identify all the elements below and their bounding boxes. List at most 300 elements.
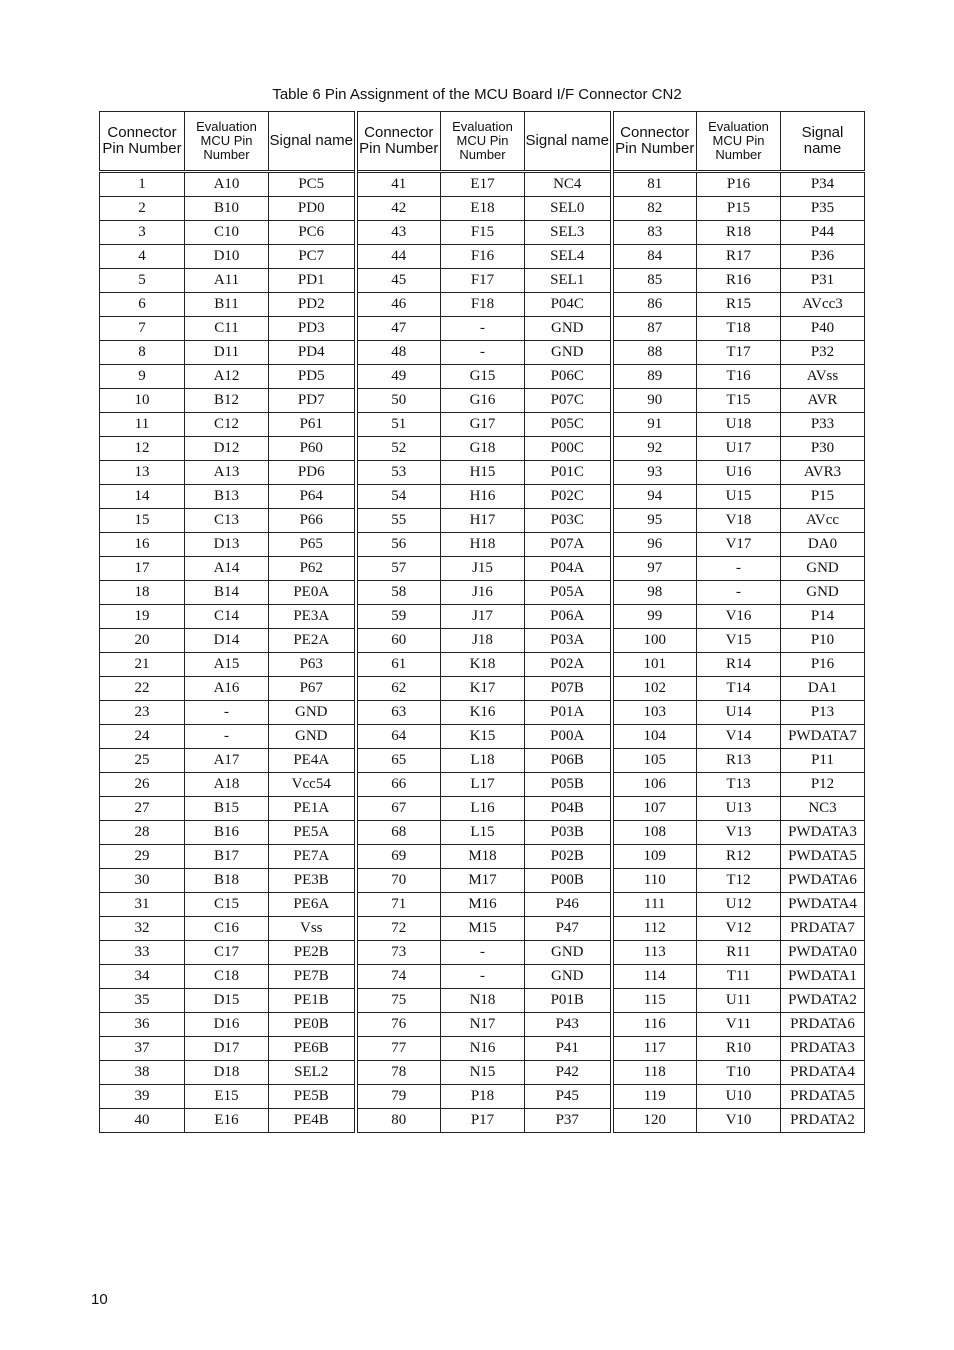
connector-pin-cell: 18 [100,581,185,605]
mcu-pin-cell: C11 [185,317,269,341]
mcu-pin-cell: B18 [185,869,269,893]
signal-name-cell: SEL1 [525,269,612,293]
mcu-pin-cell: T15 [697,389,781,413]
mcu-pin-cell: P18 [441,1085,525,1109]
mcu-pin-cell: V11 [697,1013,781,1037]
mcu-pin-cell: E17 [441,172,525,197]
connector-pin-cell: 38 [100,1061,185,1085]
mcu-pin-cell: H15 [441,461,525,485]
table-row [100,941,865,965]
mcu-pin-cell: F18 [441,293,525,317]
connector-pin-cell: 21 [100,653,185,677]
mcu-pin-cell: P15 [697,197,781,221]
signal-name-cell: P06B [525,749,612,773]
connector-pin-cell: 93 [612,461,697,485]
signal-name-cell: PC6 [269,221,356,245]
connector-pin-cell: 83 [612,221,697,245]
signal-name-cell: P01C [525,461,612,485]
mcu-pin-cell: B13 [185,485,269,509]
mcu-pin-cell: V17 [697,533,781,557]
connector-pin-cell: 56 [356,533,441,557]
signal-name-cell: P07C [525,389,612,413]
mcu-pin-cell: C10 [185,221,269,245]
connector-pin-cell: 109 [612,845,697,869]
signal-name-cell: PD6 [269,461,356,485]
connector-pin-cell: 48 [356,341,441,365]
mcu-pin-cell: C16 [185,917,269,941]
table-row [100,725,865,749]
signal-name-cell: P12 [781,773,865,797]
signal-name-cell: P42 [525,1061,612,1085]
connector-pin-cell: 71 [356,893,441,917]
connector-pin-cell: 9 [100,365,185,389]
signal-name-cell: P00C [525,437,612,461]
signal-name-cell: Vss [269,917,356,941]
connector-pin-cell: 102 [612,677,697,701]
signal-name-cell: PWDATA3 [781,821,865,845]
mcu-pin-cell: G18 [441,437,525,461]
signal-name-cell: PE1B [269,989,356,1013]
connector-pin-cell: 108 [612,821,697,845]
connector-pin-cell: 35 [100,989,185,1013]
mcu-pin-cell: G16 [441,389,525,413]
signal-name-cell: PRDATA7 [781,917,865,941]
connector-pin-cell: 96 [612,533,697,557]
signal-name-cell: PD7 [269,389,356,413]
signal-name-cell: P16 [781,653,865,677]
table-row [100,245,865,269]
signal-name-cell: GND [525,941,612,965]
mcu-pin-cell: E16 [185,1109,269,1133]
signal-name-cell: GND [781,581,865,605]
table-row [100,845,865,869]
header-signal-name: Signal name [525,112,612,172]
signal-name-cell: P07A [525,533,612,557]
mcu-pin-cell: L15 [441,821,525,845]
signal-name-cell: P00A [525,725,612,749]
table-row [100,293,865,317]
signal-name-cell: P01B [525,989,612,1013]
mcu-pin-cell: H18 [441,533,525,557]
signal-name-cell: P61 [269,413,356,437]
mcu-pin-cell: M17 [441,869,525,893]
signal-name-cell: AVcc3 [781,293,865,317]
signal-name-cell: P31 [781,269,865,293]
signal-name-cell: P04A [525,557,612,581]
connector-pin-cell: 91 [612,413,697,437]
mcu-pin-cell: K16 [441,701,525,725]
signal-name-cell: PE5A [269,821,356,845]
mcu-pin-cell: P17 [441,1109,525,1133]
signal-name-cell: AVR [781,389,865,413]
mcu-pin-cell: U14 [697,701,781,725]
connector-pin-cell: 33 [100,941,185,965]
table-row [100,869,865,893]
table-row [100,365,865,389]
signal-name-cell: P45 [525,1085,612,1109]
connector-pin-cell: 90 [612,389,697,413]
mcu-pin-cell: N16 [441,1037,525,1061]
table-row [100,701,865,725]
mcu-pin-cell: D13 [185,533,269,557]
mcu-pin-cell: - [185,725,269,749]
signal-name-cell: P05C [525,413,612,437]
connector-pin-cell: 39 [100,1085,185,1109]
mcu-pin-cell: T12 [697,869,781,893]
signal-name-cell: P13 [781,701,865,725]
connector-pin-cell: 49 [356,365,441,389]
signal-name-cell: NC3 [781,797,865,821]
connector-pin-cell: 4 [100,245,185,269]
header-evaluation-mcu-pin-number: Evaluation MCU Pin Number [441,112,525,172]
mcu-pin-cell: J18 [441,629,525,653]
connector-pin-cell: 64 [356,725,441,749]
mcu-pin-cell: D10 [185,245,269,269]
connector-pin-cell: 116 [612,1013,697,1037]
mcu-pin-cell: V15 [697,629,781,653]
mcu-pin-cell: K15 [441,725,525,749]
mcu-pin-cell: C13 [185,509,269,533]
connector-pin-cell: 22 [100,677,185,701]
connector-pin-cell: 15 [100,509,185,533]
signal-name-cell: P37 [525,1109,612,1133]
signal-name-cell: P65 [269,533,356,557]
signal-name-cell: PD1 [269,269,356,293]
connector-pin-cell: 72 [356,917,441,941]
mcu-pin-cell: U16 [697,461,781,485]
signal-name-cell: GND [269,701,356,725]
mcu-pin-cell: C15 [185,893,269,917]
signal-name-cell: AVss [781,365,865,389]
table-row [100,581,865,605]
signal-name-cell: P04B [525,797,612,821]
table-row [100,677,865,701]
signal-name-cell: P06A [525,605,612,629]
mcu-pin-cell: U13 [697,797,781,821]
table-row [100,1109,865,1133]
connector-pin-cell: 7 [100,317,185,341]
signal-name-cell: P44 [781,221,865,245]
signal-name-cell: P11 [781,749,865,773]
table-row [100,317,865,341]
mcu-pin-cell: J17 [441,605,525,629]
mcu-pin-cell: - [697,557,781,581]
mcu-pin-cell: T17 [697,341,781,365]
connector-pin-cell: 53 [356,461,441,485]
connector-pin-cell: 5 [100,269,185,293]
mcu-pin-cell: T11 [697,965,781,989]
mcu-pin-cell: R16 [697,269,781,293]
signal-name-cell: P03A [525,629,612,653]
connector-pin-cell: 62 [356,677,441,701]
connector-pin-cell: 8 [100,341,185,365]
signal-name-cell: DA0 [781,533,865,557]
mcu-pin-cell: M16 [441,893,525,917]
mcu-pin-cell: C18 [185,965,269,989]
signal-name-cell: PWDATA2 [781,989,865,1013]
signal-name-cell: P14 [781,605,865,629]
table-caption: Table 6 Pin Assignment of the MCU Board I/F Connector CN2 [272,86,682,103]
signal-name-cell: PE3A [269,605,356,629]
connector-pin-cell: 40 [100,1109,185,1133]
signal-name-cell: P67 [269,677,356,701]
table-row [100,797,865,821]
mcu-pin-cell: B17 [185,845,269,869]
mcu-pin-cell: V18 [697,509,781,533]
signal-name-cell: SEL2 [269,1061,356,1085]
connector-pin-cell: 47 [356,317,441,341]
signal-name-cell: P15 [781,485,865,509]
connector-pin-cell: 105 [612,749,697,773]
connector-pin-cell: 10 [100,389,185,413]
mcu-pin-cell: V16 [697,605,781,629]
mcu-pin-cell: R14 [697,653,781,677]
table-row [100,749,865,773]
connector-pin-cell: 74 [356,965,441,989]
connector-pin-cell: 27 [100,797,185,821]
signal-name-cell: P46 [525,893,612,917]
mcu-pin-cell: V14 [697,725,781,749]
connector-pin-cell: 80 [356,1109,441,1133]
connector-pin-cell: 30 [100,869,185,893]
signal-name-cell: GND [525,341,612,365]
signal-name-cell: P02A [525,653,612,677]
connector-pin-cell: 117 [612,1037,697,1061]
mcu-pin-cell: N18 [441,989,525,1013]
table-row [100,341,865,365]
signal-name-cell: PD4 [269,341,356,365]
mcu-pin-cell: G17 [441,413,525,437]
table-row [100,413,865,437]
connector-pin-cell: 70 [356,869,441,893]
connector-pin-cell: 45 [356,269,441,293]
mcu-pin-cell: U17 [697,437,781,461]
signal-name-cell: PE0B [269,1013,356,1037]
table-row [100,1061,865,1085]
mcu-pin-cell: A11 [185,269,269,293]
connector-pin-cell: 12 [100,437,185,461]
mcu-pin-cell: - [441,341,525,365]
connector-pin-cell: 51 [356,413,441,437]
table-row [100,221,865,245]
mcu-pin-cell: D11 [185,341,269,365]
connector-pin-cell: 100 [612,629,697,653]
signal-name-cell: P04C [525,293,612,317]
connector-pin-cell: 60 [356,629,441,653]
header-connector-pin-number: Connector Pin Number [612,112,697,172]
table-row [100,437,865,461]
signal-name-cell: P02B [525,845,612,869]
signal-name-cell: PRDATA2 [781,1109,865,1133]
signal-name-cell: PE6A [269,893,356,917]
mcu-pin-cell: K18 [441,653,525,677]
connector-pin-cell: 112 [612,917,697,941]
mcu-pin-cell: - [441,941,525,965]
connector-pin-cell: 73 [356,941,441,965]
connector-pin-cell: 107 [612,797,697,821]
signal-name-cell: PE6B [269,1037,356,1061]
signal-name-cell: GND [269,725,356,749]
signal-name-cell: P03B [525,821,612,845]
signal-name-cell: SEL0 [525,197,612,221]
mcu-pin-cell: U10 [697,1085,781,1109]
mcu-pin-cell: - [697,581,781,605]
table-row [100,605,865,629]
signal-name-cell: PE4B [269,1109,356,1133]
mcu-pin-cell: T10 [697,1061,781,1085]
signal-name-cell: P01A [525,701,612,725]
connector-pin-cell: 24 [100,725,185,749]
connector-pin-cell: 55 [356,509,441,533]
mcu-pin-cell: A13 [185,461,269,485]
signal-name-cell: PE2A [269,629,356,653]
table-body [100,172,865,1133]
mcu-pin-cell: N15 [441,1061,525,1085]
connector-pin-cell: 119 [612,1085,697,1109]
connector-pin-cell: 37 [100,1037,185,1061]
connector-pin-cell: 13 [100,461,185,485]
mcu-pin-cell: M15 [441,917,525,941]
signal-name-cell: PD3 [269,317,356,341]
mcu-pin-cell: F17 [441,269,525,293]
signal-name-cell: PWDATA5 [781,845,865,869]
signal-name-cell: P63 [269,653,356,677]
connector-pin-cell: 41 [356,172,441,197]
mcu-pin-cell: D12 [185,437,269,461]
mcu-pin-cell: A18 [185,773,269,797]
mcu-pin-cell: F16 [441,245,525,269]
connector-pin-cell: 97 [612,557,697,581]
mcu-pin-cell: - [185,701,269,725]
connector-pin-cell: 75 [356,989,441,1013]
mcu-pin-cell: H16 [441,485,525,509]
signal-name-cell: PWDATA0 [781,941,865,965]
mcu-pin-cell: C12 [185,413,269,437]
table-row [100,893,865,917]
connector-pin-cell: 42 [356,197,441,221]
signal-name-cell: GND [525,317,612,341]
signal-name-cell: P05B [525,773,612,797]
signal-name-cell: PWDATA7 [781,725,865,749]
table-header-row [100,112,865,172]
connector-pin-cell: 69 [356,845,441,869]
table-row [100,197,865,221]
mcu-pin-cell: R12 [697,845,781,869]
connector-pin-cell: 68 [356,821,441,845]
connector-pin-cell: 88 [612,341,697,365]
signal-name-cell: P41 [525,1037,612,1061]
signal-name-cell: PE5B [269,1085,356,1109]
connector-pin-cell: 61 [356,653,441,677]
signal-name-cell: PRDATA4 [781,1061,865,1085]
signal-name-cell: P43 [525,1013,612,1037]
table-row [100,509,865,533]
mcu-pin-cell: R13 [697,749,781,773]
table-row [100,533,865,557]
connector-pin-cell: 85 [612,269,697,293]
connector-pin-cell: 99 [612,605,697,629]
header-evaluation-mcu-pin-number: Evaluation MCU Pin Number [185,112,269,172]
mcu-pin-cell: C17 [185,941,269,965]
header-signal-name: Signal name [269,112,356,172]
signal-name-cell: PWDATA1 [781,965,865,989]
mcu-pin-cell: U18 [697,413,781,437]
signal-name-cell: PD2 [269,293,356,317]
signal-name-cell: PRDATA6 [781,1013,865,1037]
signal-name-cell: P00B [525,869,612,893]
pin-assignment-table [99,111,865,1133]
table-row [100,389,865,413]
connector-pin-cell: 29 [100,845,185,869]
table-row [100,653,865,677]
connector-pin-cell: 28 [100,821,185,845]
mcu-pin-cell: B14 [185,581,269,605]
mcu-pin-cell: D14 [185,629,269,653]
signal-name-cell: PE4A [269,749,356,773]
table-row [100,629,865,653]
mcu-pin-cell: J16 [441,581,525,605]
connector-pin-cell: 110 [612,869,697,893]
connector-pin-cell: 114 [612,965,697,989]
connector-pin-cell: 77 [356,1037,441,1061]
signal-name-cell: P62 [269,557,356,581]
signal-name-cell: P32 [781,341,865,365]
connector-pin-cell: 79 [356,1085,441,1109]
signal-name-cell: P30 [781,437,865,461]
connector-pin-cell: 20 [100,629,185,653]
mcu-pin-cell: R10 [697,1037,781,1061]
connector-pin-cell: 92 [612,437,697,461]
connector-pin-cell: 86 [612,293,697,317]
signal-name-cell: P06C [525,365,612,389]
connector-pin-cell: 66 [356,773,441,797]
mcu-pin-cell: E15 [185,1085,269,1109]
connector-pin-cell: 111 [612,893,697,917]
mcu-pin-cell: R17 [697,245,781,269]
table-row [100,172,865,197]
mcu-pin-cell: F15 [441,221,525,245]
signal-name-cell: DA1 [781,677,865,701]
mcu-pin-cell: A15 [185,653,269,677]
signal-name-cell: P02C [525,485,612,509]
table-row [100,557,865,581]
connector-pin-cell: 16 [100,533,185,557]
signal-name-cell: SEL4 [525,245,612,269]
connector-pin-cell: 52 [356,437,441,461]
signal-name-cell: GND [781,557,865,581]
connector-pin-cell: 36 [100,1013,185,1037]
mcu-pin-cell: D17 [185,1037,269,1061]
table-row [100,1037,865,1061]
mcu-pin-cell: B11 [185,293,269,317]
header-signal-name: Signal name [781,112,865,172]
connector-pin-cell: 81 [612,172,697,197]
connector-pin-cell: 57 [356,557,441,581]
mcu-pin-cell: A12 [185,365,269,389]
mcu-pin-cell: K17 [441,677,525,701]
connector-pin-cell: 11 [100,413,185,437]
mcu-pin-cell: V10 [697,1109,781,1133]
mcu-pin-cell: A14 [185,557,269,581]
mcu-pin-cell: R11 [697,941,781,965]
mcu-pin-cell: R15 [697,293,781,317]
mcu-pin-cell: D18 [185,1061,269,1085]
connector-pin-cell: 44 [356,245,441,269]
mcu-pin-cell: M18 [441,845,525,869]
signal-name-cell: P03C [525,509,612,533]
signal-name-cell: PE0A [269,581,356,605]
table-row [100,965,865,989]
